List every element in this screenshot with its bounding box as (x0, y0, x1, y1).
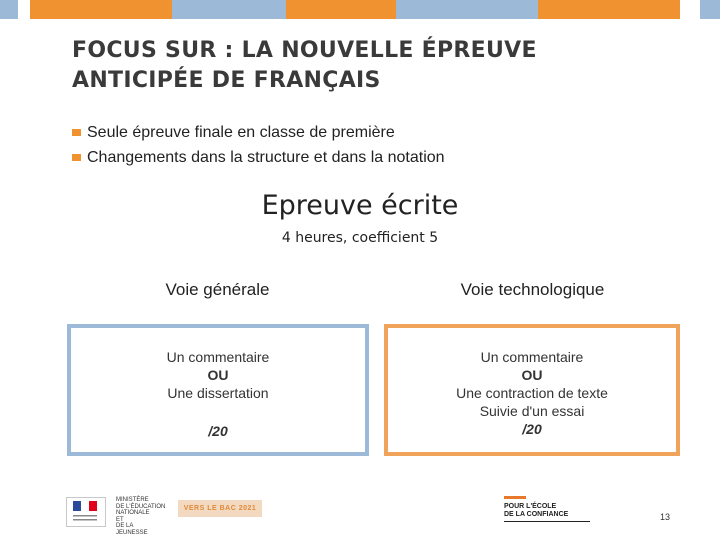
box-line: Un commentaire (480, 349, 584, 365)
slide-title-line-2: ANTICIPÉE DE FRANÇAIS (72, 68, 381, 93)
slide-title (72, 36, 672, 96)
box-score: /20 (208, 423, 228, 439)
box-score: /20 (522, 421, 542, 437)
top-bar-blue-2 (172, 0, 286, 19)
box-line: Un commentaire (166, 349, 270, 365)
section-subtitle: 4 heures, coefficient 5 (281, 230, 439, 246)
column-heading-technologique: Voie technologique (460, 280, 605, 299)
section-title: Epreuve écrite (261, 190, 459, 221)
column-heading-generale: Voie générale (165, 280, 270, 299)
top-bar-orange-1 (30, 0, 172, 19)
ministry-line: DE LA JEUNESSE (116, 523, 148, 536)
logo-accent-bar (504, 496, 526, 499)
box-line: Une contraction de texte (456, 385, 608, 401)
top-bar-orange-2 (286, 0, 396, 19)
top-bar-blue-right (700, 0, 720, 19)
top-bar-blue-3 (396, 0, 538, 19)
slide-title-line-1: FOCUS SUR : LA NOUVELLE ÉPREUVE (72, 38, 537, 63)
bullet-item (72, 145, 445, 170)
ministry-line: ET (116, 516, 124, 523)
box-line-or: OU (207, 367, 229, 383)
bullet-text: Seule épreuve finale en classe de première (87, 123, 395, 141)
ministry-line: MINISTÈRE (116, 497, 149, 503)
ecole-confiance-logo (502, 496, 592, 526)
ministry-name (116, 497, 166, 536)
bullet-list (72, 120, 445, 170)
box-line: Une dissertation (167, 385, 269, 401)
republic-logo-icon (66, 497, 106, 527)
box-line: Suivie d'un essai (479, 403, 585, 419)
logo-underline (504, 521, 590, 522)
bullet-square-icon (72, 129, 81, 136)
ministry-line: NATIONALE (116, 510, 150, 516)
top-bar-blue-left (0, 0, 18, 19)
bullet-square-icon (72, 154, 81, 161)
ministry-line: DE L'ÉDUCATION (116, 503, 166, 510)
box-voie-technologique (384, 324, 680, 456)
logo-text-line-1: POUR L'ÉCOLE (504, 503, 557, 510)
top-bar-orange-3 (538, 0, 680, 19)
bac-badge: VERS LE BAC 2021 (178, 500, 262, 517)
box-voie-generale (67, 324, 369, 456)
bullet-item (72, 120, 445, 145)
box-line-or: OU (521, 367, 543, 383)
bullet-text: Changements dans la structure et dans la notation (87, 148, 445, 166)
page-number: 13 (660, 512, 671, 522)
logo-text-line-2: DE LA CONFIANCE (504, 511, 569, 518)
